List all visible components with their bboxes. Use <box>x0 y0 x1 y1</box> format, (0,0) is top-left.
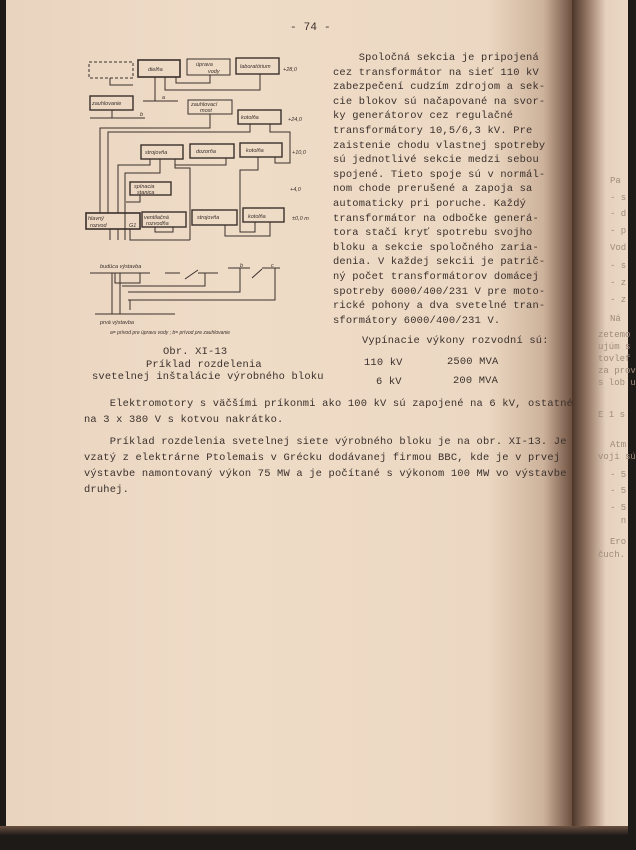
next-page-fragment: voji sú <box>598 452 636 462</box>
capacity-power-2: 200 MVA <box>453 375 499 387</box>
next-page-fragment: Ná <box>610 314 621 324</box>
label-dielna: dielňa <box>148 67 163 73</box>
label-kotolna-0: kotolňa <box>248 214 266 220</box>
label-uprava-2: vody <box>208 69 220 75</box>
page-number: - 74 - <box>290 22 331 34</box>
right-column-line: cie blokov sú načapované na svor- <box>333 95 546 108</box>
next-page-fragment: - s <box>610 193 627 203</box>
next-page-fragment: - 5 <box>610 486 627 496</box>
next-page-fragment: čuch. <box>598 550 626 560</box>
label-spinacia-2: stanica <box>137 190 155 196</box>
level-4: +4,0 <box>290 187 301 193</box>
next-page-fragment: tovlef <box>598 354 631 364</box>
level-24: +24,0 <box>288 117 302 123</box>
right-column-line: transformátor na odbočke generá- <box>333 212 539 225</box>
body-line: vzatý z elektrárne Ptolemais v Grécku dodávanej firmou BBC, kde je v prvej <box>84 452 561 464</box>
figure-number: Obr. XI-13 <box>163 346 228 358</box>
body-line: výstavbe namontovaný výkon 75 MW a je počítané s výkonom 100 MW vo výstavbe <box>84 468 567 480</box>
future-box <box>89 62 133 78</box>
right-column-line: automaticky pri poruche. Každý <box>333 198 527 210</box>
label-hlavny-1: hlavný <box>88 216 104 222</box>
right-column-line: transformátory 10,5/6,3 kV. Pre <box>333 125 533 137</box>
label-budouca: budúca výstavba <box>100 264 142 270</box>
bus-b: b <box>140 112 144 118</box>
body-line: Elektromotory s väčšími príkonmi ako 100 kV sú zapojené na 6 kV, ostatné <box>84 398 574 410</box>
figure-caption-1: Príklad rozdelenia <box>146 359 262 371</box>
body-line: na 3 x 380 V s kotvou nakrátko. <box>84 414 284 426</box>
label-zauhlovanie: zauhlovanie <box>92 101 122 107</box>
right-column-line: cez transformátor na sieť 110 kV <box>333 66 539 79</box>
label-laboratorium: laboratórium <box>240 64 271 70</box>
next-page-fragment: - d <box>610 209 627 219</box>
right-column-line: Spoločná sekcia je pripojená <box>333 52 539 64</box>
right-column-line: sformátory 6000/400/231 V. <box>333 314 501 327</box>
level-10: +10,0 <box>292 150 306 156</box>
right-column-line: tora stačí kryť spotrebu svojho <box>333 227 533 240</box>
capacity-heading: Vypínacie výkony rozvodní sú: <box>362 335 549 347</box>
label-spinacia-1: spínacia <box>134 184 155 190</box>
next-page-fragment: - z <box>610 295 627 305</box>
capacity-power-1: 2500 MVA <box>447 356 499 368</box>
next-page-fragment: Atm <box>610 440 627 450</box>
right-column-line: ky generátorov cez regulačné <box>333 110 514 123</box>
scan-edge <box>0 826 628 850</box>
bus-b2: b <box>240 263 244 269</box>
next-page-fragment: zetemo <box>598 330 631 340</box>
next-page-fragment: ujúm s <box>598 342 631 352</box>
right-column-line: zaistenie chodu vlastnej spotreby <box>333 139 546 152</box>
next-page-fragment: Vod <box>610 243 627 253</box>
figure-legend: a= prívod pre úpravu vody ; b= prívod pre zauhlovanie <box>110 330 231 336</box>
next-page-fragment: - 5 <box>610 470 627 480</box>
label-zauhlovaci-1: zauhlovací <box>191 102 218 108</box>
next-page-fragment: - p <box>610 226 627 236</box>
right-column-line: spojené. Tieto spoje sú v normál- <box>333 168 546 181</box>
label-kotolna-10: kotolňa <box>246 148 264 154</box>
right-column-line: nom chode prerušené a zapoja sa <box>333 183 533 196</box>
label-uprava-1: úprava <box>196 62 213 68</box>
right-column-line: bloku a sekcie spoločného zaria- <box>333 241 539 254</box>
next-page-fragment: E 1 s <box>598 410 626 420</box>
next-page-fragment: za prov <box>598 366 636 376</box>
bus-a: a <box>162 95 166 101</box>
right-column-line: sú jednotlivé sekcie medzi sebou <box>333 154 539 167</box>
label-g1: G1 <box>129 223 137 229</box>
right-column-line: spotreby 6000/400/231 V pre moto- <box>333 285 546 298</box>
label-dozorna: dozorňa <box>196 149 216 155</box>
next-page-fragment: - 5 <box>610 503 627 513</box>
figure-caption-2: svetelnej inštalácie výrobného bloku <box>92 371 324 383</box>
right-column-line: ný počet transformátorov domácej <box>333 271 539 283</box>
level-0: ±0,0 m <box>292 216 309 222</box>
label-prva: prvá výstavba <box>100 320 134 326</box>
label-ventilacna-1: ventilačná <box>144 215 169 221</box>
next-page-fragment: Ero <box>610 537 627 547</box>
bus-c: c <box>271 263 274 269</box>
label-strojovna-0: strojovňa <box>197 215 220 221</box>
right-column-line: denia. V každej sekcii je patrič- <box>333 256 546 269</box>
right-column-line: rické pohony a dva svetelné tran- <box>333 300 546 313</box>
level-28: +28,0 <box>283 67 297 73</box>
next-page-fragment: n <box>610 516 627 526</box>
label-ventilacna-2: rozvodňa <box>146 221 169 227</box>
next-page-fragment: Pa <box>610 176 621 186</box>
label-hlavny-2: rozvod <box>90 223 107 229</box>
next-page-fragment: - z <box>610 278 627 288</box>
label-zauhlovaci-2: most <box>200 108 212 114</box>
body-line: druhej. <box>84 484 130 496</box>
capacity-voltage-1: 110 kV <box>364 357 403 369</box>
capacity-voltage-2: 6 kV <box>376 376 402 388</box>
label-kotolna-24: kotolňa <box>241 115 259 121</box>
next-page-fragment: - s <box>610 261 627 271</box>
label-strojovna-10: strojovňa <box>145 150 168 156</box>
next-page-fragment: s lob u <box>598 378 636 388</box>
right-column-line: zabezpečení cudzím zdrojom a sek- <box>333 81 546 94</box>
body-line: Príklad rozdelenia svetelnej siete výrobného bloku je na obr. XI-13. Je <box>84 436 567 448</box>
